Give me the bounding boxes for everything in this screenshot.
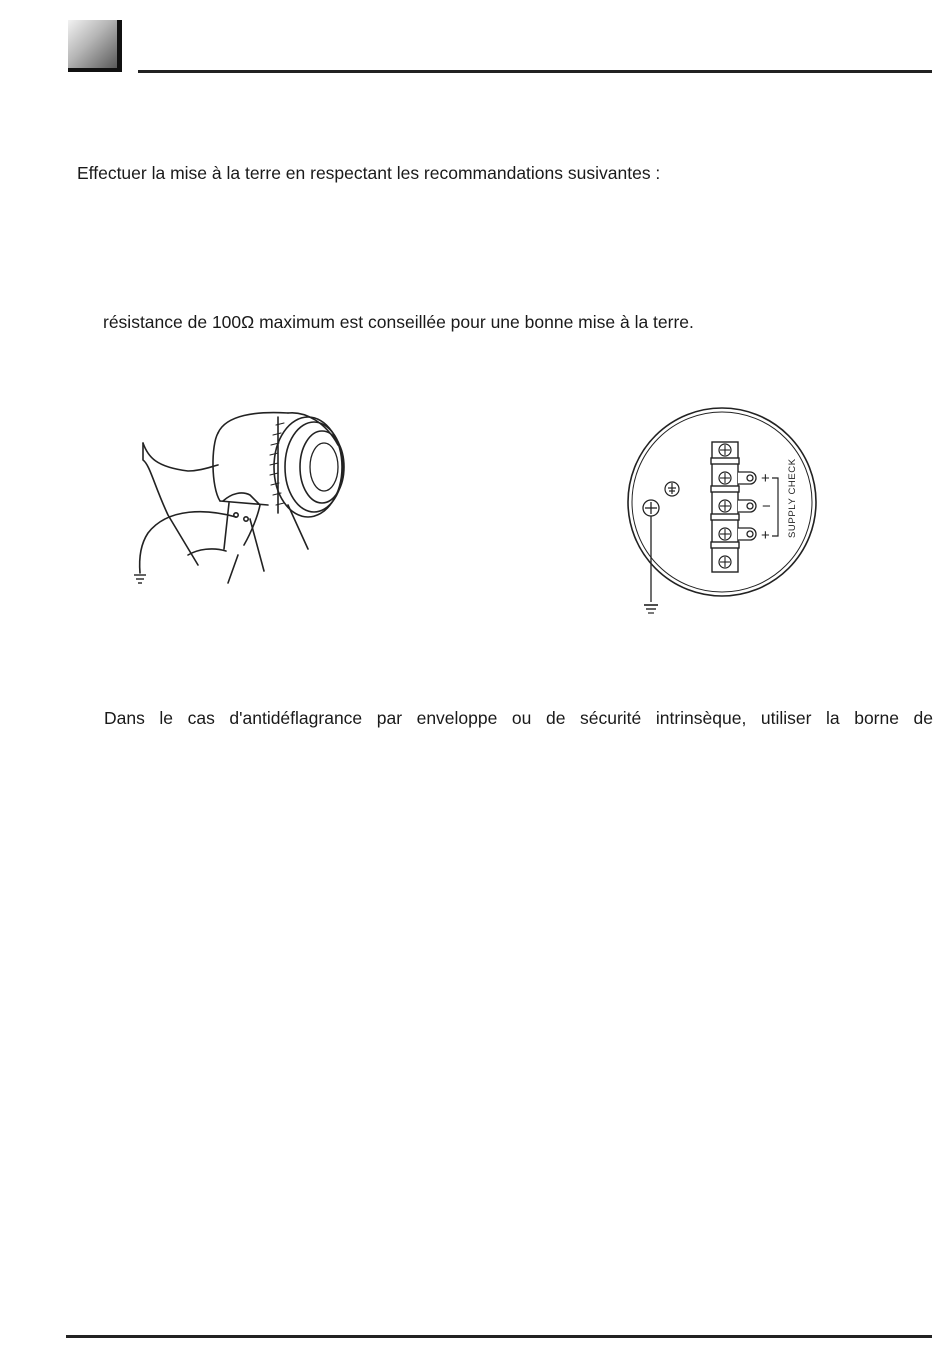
flameproof-note: Dans le cas d'antidéflagrance par enveloppe ou de sécurité intrinsèque, utiliser la borne de bbox=[104, 708, 933, 728]
intro-text: Effectuer la mise à la terre en respectant les recommandations susivantes : bbox=[77, 163, 661, 183]
plus-bottom-label: + bbox=[761, 527, 770, 544]
header-rule bbox=[138, 70, 932, 73]
terminal-block-diagram bbox=[622, 402, 832, 622]
supply-check-label: SUPPLY CHECK bbox=[787, 458, 798, 538]
earth-mark-icon bbox=[665, 482, 679, 496]
transmitter-ground-illustration bbox=[128, 405, 358, 590]
footer-rule bbox=[66, 1335, 932, 1338]
ground-icon bbox=[134, 575, 146, 583]
minus-label: − bbox=[762, 498, 771, 515]
section-marker bbox=[68, 20, 122, 72]
resistance-note: résistance de 100Ω maximum est conseillée pour une bonne mise à la terre. bbox=[103, 312, 694, 332]
plus-top-label: + bbox=[761, 470, 770, 487]
